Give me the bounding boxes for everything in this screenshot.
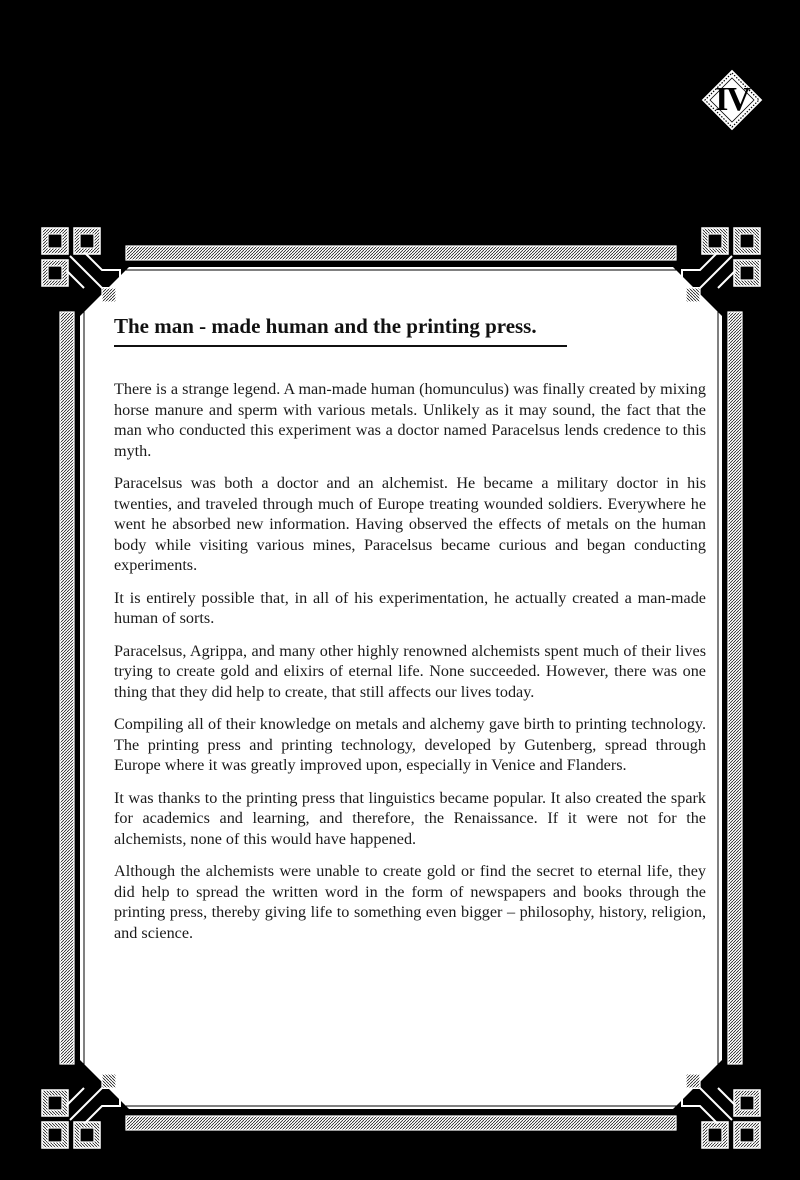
paragraph: Paracelsus, Agrippa, and many other highly renowned alchemists spent much of their lives trying to create gold and elixirs of eternal life. None succeeded. However, there was one thing that they did help to create, that still affects our lives today. xyxy=(114,641,706,701)
chapter-badge xyxy=(700,68,764,132)
article xyxy=(114,312,706,955)
article-body xyxy=(114,379,706,943)
article-title: The man - made human and the printing press. xyxy=(114,312,567,347)
paragraph: It was thanks to the printing press that linguistics became popular. It also created the spark for academics and learning, and therefore, the Renaissance. If it were not for the alchemists, none of this would have happened. xyxy=(114,788,706,848)
paragraph: Compiling all of their knowledge on metals and alchemy gave birth to printing technology. The printing press and printing technology, developed by Gutenberg, spread through Europe where it was greatly improved upon, especially in Venice and Flanders. xyxy=(114,715,706,774)
chapter-numeral: IV xyxy=(715,81,749,118)
paragraph: Although the alchemists were unable to create gold or find the secret to eternal life, they did help to spread the written word in the form of newspapers and books through the printing press, thereby giving life to something even bigger – philosophy, history, religion, and science. xyxy=(114,862,706,942)
paragraph: It is entirely possible that, in all of his experimentation, he actually created a man-made human of sorts. xyxy=(114,588,706,627)
paragraph: There is a strange legend. A man-made human (homunculus) was finally created by mixing horse manure and sperm with various metals. Unlikely as it may sound, the fact that the man who conducted this experiment was a doctor named Paracelsus lends credence to this myth. xyxy=(114,380,706,460)
paragraph: Paracelsus was both a doctor and an alchemist. He became a military doctor in his twenties, and traveled through much of Europe treating wounded soldiers. Everywhere he went he absorbed new information. Having observed the effects of metals on the human body while visiting various mines, Paracelsus became curious and began conducting experiments. xyxy=(114,474,706,574)
